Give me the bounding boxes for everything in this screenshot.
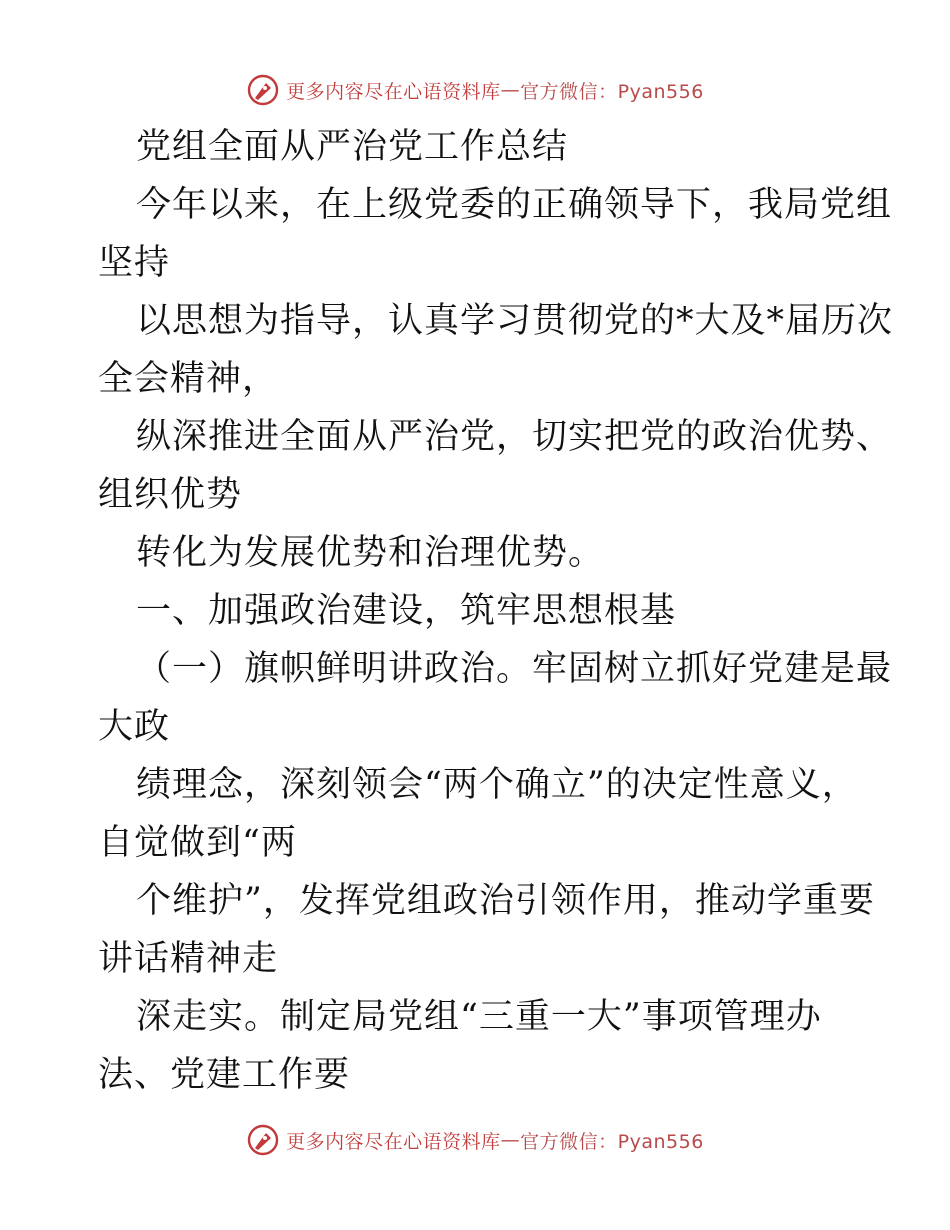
- text-line: 绩理念，深刻领会“两个确立”的决定性意义，: [136, 765, 858, 805]
- pen-nib-logo-icon: [246, 1123, 280, 1157]
- text-line: 自觉做到“两: [98, 823, 297, 863]
- pen-nib-logo-icon: [246, 73, 280, 107]
- text-line: 个维护”，发挥党组政治引领作用，推动学重要: [136, 881, 875, 921]
- text-line: 深走实。制定局党组“三重一大”事项管理办: [136, 997, 822, 1037]
- watermark-text: 更多内容尽在心语资料库: [286, 80, 501, 103]
- watermark-text: 更多内容尽在心语资料库: [286, 1130, 501, 1153]
- text-line: 今年以来，在上级党委的正确领导下，我局党组: [136, 185, 893, 225]
- text-line: 以思想为指导，认真学习贯彻党的*大及*届历次: [136, 301, 894, 341]
- watermark-account: 官方微信：Pyan556: [520, 80, 704, 103]
- watermark-dash: —: [500, 79, 521, 101]
- text-line: 坚持: [98, 243, 171, 283]
- text-line: （一）旗帜鲜明讲政治。牢固树立抓好党建是最: [136, 649, 893, 689]
- text-line: 大政: [98, 707, 171, 747]
- text-line: 全会精神，: [98, 359, 279, 399]
- text-line: 纵深推进全面从严治党，切实把党的政治优势、: [136, 417, 893, 457]
- watermark-header: [0, 70, 950, 110]
- document-body: [98, 118, 894, 1104]
- watermark-footer: [0, 1120, 950, 1160]
- document-title: 党组全面从严治党工作总结: [136, 127, 569, 167]
- text-line: 一、加强政治建设，筑牢思想根基: [136, 591, 677, 631]
- watermark-dash: —: [500, 1129, 521, 1151]
- text-line: 转化为发展优势和治理优势。: [136, 533, 605, 573]
- text-line: 法、党建工作要: [98, 1055, 351, 1095]
- text-line: 讲话精神走: [98, 939, 279, 979]
- text-line: 组织优势: [98, 475, 243, 515]
- watermark-account: 官方微信：Pyan556: [520, 1130, 704, 1153]
